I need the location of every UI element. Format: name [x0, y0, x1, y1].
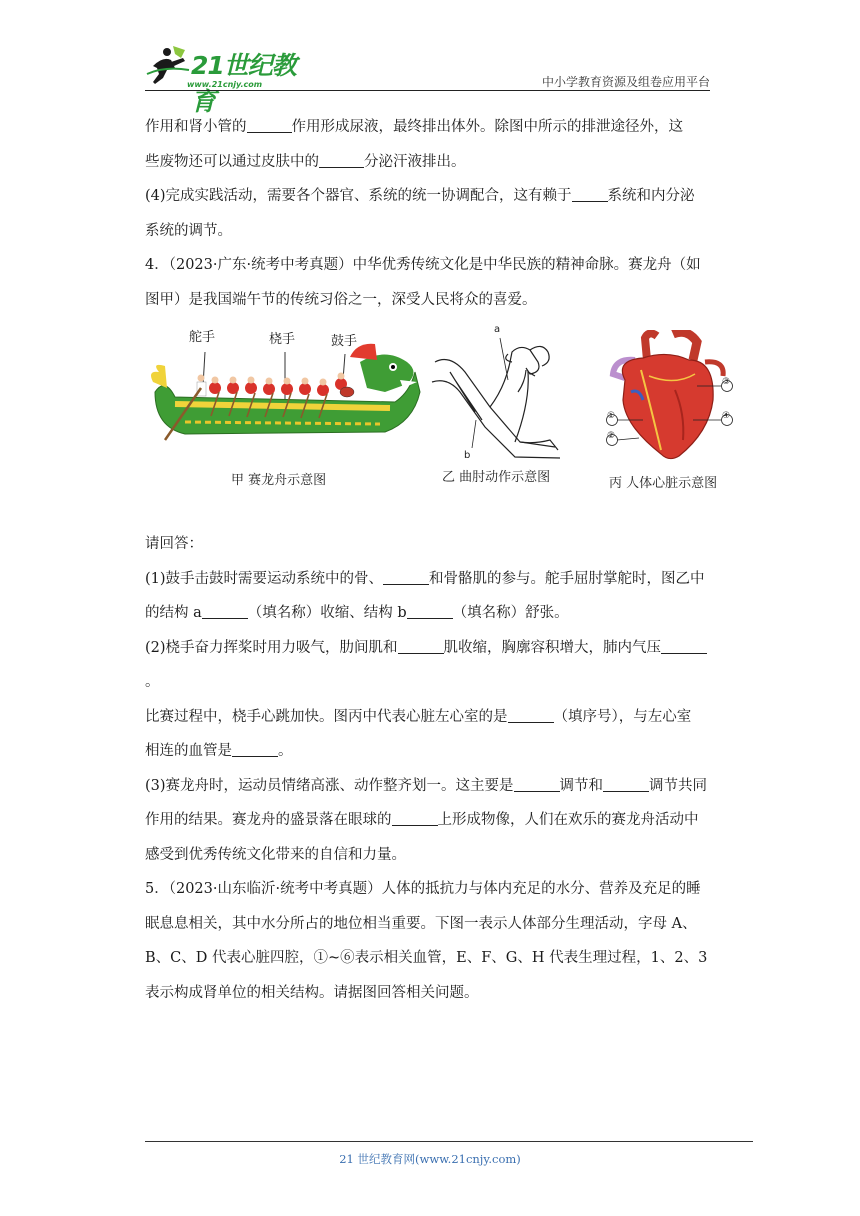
q5-line-3: B、C、D 代表心脏四腔，①~⑥表示相关血管，E、F、G、H 代表生理过程，1、2、3	[145, 950, 708, 966]
answer-blank[interactable]	[202, 604, 248, 619]
answer-blank[interactable]	[514, 777, 560, 792]
answer-blank[interactable]	[407, 604, 453, 619]
answer-blank[interactable]	[603, 777, 649, 792]
logo-text: 21世纪教育	[191, 51, 296, 116]
figure-caption-yi: 乙 曲肘动作示意图	[442, 470, 551, 485]
answer-blank[interactable]	[383, 570, 429, 585]
answer-blank[interactable]	[392, 811, 438, 826]
answer-blank[interactable]	[232, 742, 278, 757]
q4-part3-line-1: (3)赛龙舟时，运动员情绪高涨、动作整齐划一。这主要是 调节和 调节共同	[145, 777, 708, 794]
answer-blank[interactable]	[247, 118, 292, 133]
q3-part4-line-2: 系统的调节。	[145, 222, 232, 239]
runner-logo-icon	[145, 44, 191, 88]
figure-dragon-boat	[145, 322, 425, 492]
q4-part2-line-3: 相连的血管是 。	[145, 743, 293, 759]
arm-flexion-illustration	[430, 332, 575, 462]
q4-part2-line-1: (2)桡手奋力挥桨时用力吸气，肋间肌和 肌收缩，胸廓容积增大，肺内气压。	[145, 631, 715, 700]
logo-url: www.21cnjy.com	[187, 80, 263, 89]
q4-intro-line-1: 4．（2023·广东·统考中考真题）中华优秀传统文化是中华民族的精神命脉。赛龙舟（如	[145, 257, 701, 273]
footer-divider	[145, 1141, 753, 1142]
figure-caption-bing: 丙 人体心脏示意图	[609, 476, 718, 491]
figure-caption-jia: 甲 赛龙舟示意图	[231, 473, 327, 488]
header-divider	[145, 90, 710, 91]
q5-line-2: 眠息息相关，其中水分所占的地位相当重要。下图一表示人体部分生理活动，字母 A、	[145, 915, 697, 932]
q4-part1-line-1: (1)鼓手击鼓时需要运动系统中的骨、 和骨骼肌的参与。舵手屈肘掌舵时，图乙中	[145, 570, 705, 587]
label-a: a	[494, 324, 501, 335]
q5-line-4: 表示构成肾单位的相关结构。请据图回答相关问题。	[145, 984, 479, 1001]
figure-label-helmsman: 舵手	[189, 330, 216, 345]
label-circled-1: ①	[607, 411, 616, 421]
label-circled-3: ③	[722, 377, 731, 387]
figure-label-drummer: 鼓手	[331, 334, 358, 349]
answer-prompt: 请回答：	[145, 536, 203, 552]
label-b: b	[464, 450, 471, 461]
q3-line-2: 些废物还可以通过皮肤中的 分泌汗液排出。	[145, 153, 466, 170]
q4-figures	[145, 322, 745, 497]
lower-text	[145, 527, 715, 1010]
upper-text	[145, 110, 715, 317]
answer-blank[interactable]	[508, 708, 554, 723]
heart-illustration	[585, 330, 755, 465]
page-footer[interactable]: 21 世纪教育网(www.21cnjy.com)	[339, 1152, 521, 1166]
q4-part1-line-2: 的结构 a （填名称）收缩、结构 b （填名称）舒张。	[145, 605, 569, 621]
answer-blank[interactable]	[319, 153, 364, 168]
answer-blank[interactable]	[398, 639, 444, 654]
label-circled-2: ②	[607, 431, 616, 441]
q3-part4-line-1: (4)完成实践活动，需要各个器官、系统的统一协调配合，这有赖于 系统和内分泌	[145, 188, 695, 204]
site-logo	[145, 42, 315, 116]
q3-line-1: 作用和肾小管的 作用形成尿液，最终排出体外。除图中所示的排泄途径外，这	[145, 119, 683, 135]
header-platform-text: 中小学教育资源及组卷应用平台	[541, 75, 710, 89]
label-circled-4: ④	[722, 411, 731, 421]
q5-line-1: 5．（2023·山东临沂·统考中考真题）人体的抵抗力与体内充足的水分、营养及充足的睡	[145, 881, 701, 897]
answer-blank[interactable]	[572, 187, 608, 202]
q4-part3-line-3: 感受到优秀传统文化带来的自信和力量。	[145, 846, 406, 863]
q4-intro-line-2: 图甲）是我国端午节的传统习俗之一，深受人民将众的喜爱。	[145, 291, 537, 308]
q4-part2-line-2: 比赛过程中，桡手心跳加快。图丙中代表心脏左心室的是 （填序号），与左心室	[145, 708, 692, 725]
figure-label-rower: 桡手	[269, 332, 296, 347]
answer-blank[interactable]	[661, 639, 707, 654]
figure-elbow-flexion	[430, 324, 575, 492]
page-header	[145, 40, 710, 116]
figure-heart	[585, 330, 755, 495]
q4-part3-line-2: 作用的结果。赛龙舟的盛景落在眼球的 上形成物像，人们在欢乐的赛龙舟活动中	[145, 812, 699, 828]
